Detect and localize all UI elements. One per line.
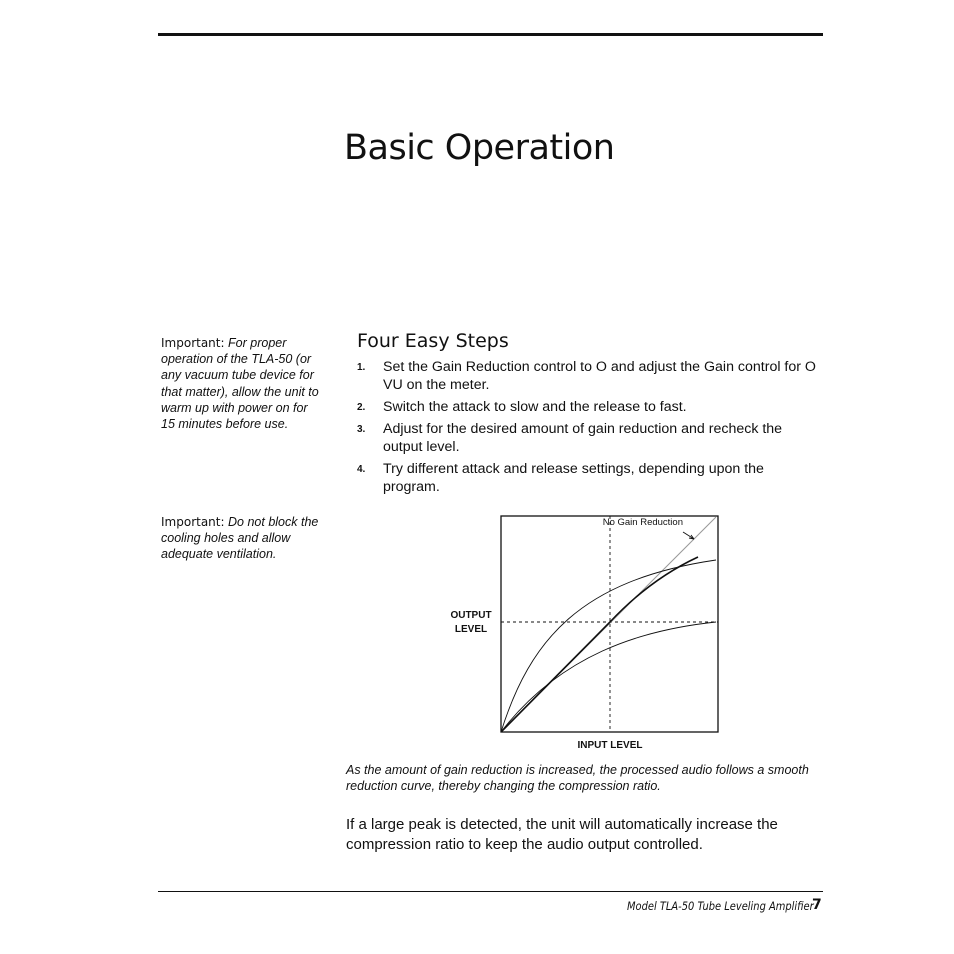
step-text: Try different attack and release settings, depending upon the program. [383,460,764,496]
sidenote-label: Important: [161,336,225,350]
ylabel-line2: LEVEL [454,624,488,635]
list-item [357,420,823,457]
sidenote-warmup [161,335,321,432]
sidenote-ventilation [161,514,321,563]
list-item [357,358,823,395]
no-gain-reduction-label: No Gain Reduction [602,517,683,528]
body-paragraph: If a large peak is detected, the unit will automatically increase the compression ratio to keep the audio output controlled. [346,816,778,853]
step-text: Set the Gain Reduction control to O and adjust the Gain control for O VU on the meter. [383,359,816,394]
sidenote-text: For proper operation of the TLA-50 (or any vacuum tube device for that matter), allow the unit to warm up with power on for 15 minutes before use. [161,336,319,432]
figure-caption: As the amount of gain reduction is increased, the processed audio follows a smooth reduction curve, thereby changing the compression ratio. [346,763,809,794]
lower-reduction-curve [501,622,716,732]
step-number: 1. [357,362,366,373]
annotation-arrow [683,532,694,539]
top-rule [158,33,823,36]
xlabel: INPUT LEVEL [577,740,643,751]
list-item [357,460,823,497]
upper-reduction-curve [501,560,716,732]
compression-graph [440,510,730,755]
sidenote-text: Do not block the cooling holes and allow adequate ventilation. [161,515,319,562]
step-number: 2. [357,402,366,414]
sidenote-label: Important: [161,515,225,529]
step-number: 4. [357,463,366,475]
step-text: Switch the attack to slow and the release to fast. [383,399,687,416]
page-title: Basic Operation [344,128,615,168]
ylabel-line1: OUTPUT [450,610,492,621]
steps-list [357,358,823,500]
step-text: Adjust for the desired amount of gain reduction and recheck the output level. [383,420,783,456]
list-item [357,398,823,416]
bottom-rule [158,891,823,892]
page-number: 7 [812,897,822,913]
step-number: 3. [357,423,366,435]
processed-curve [501,557,698,732]
footer-model-name: Model TLA-50 Tube Leveling Amplifier [627,899,814,913]
section-heading: Four Easy Steps [357,330,509,352]
